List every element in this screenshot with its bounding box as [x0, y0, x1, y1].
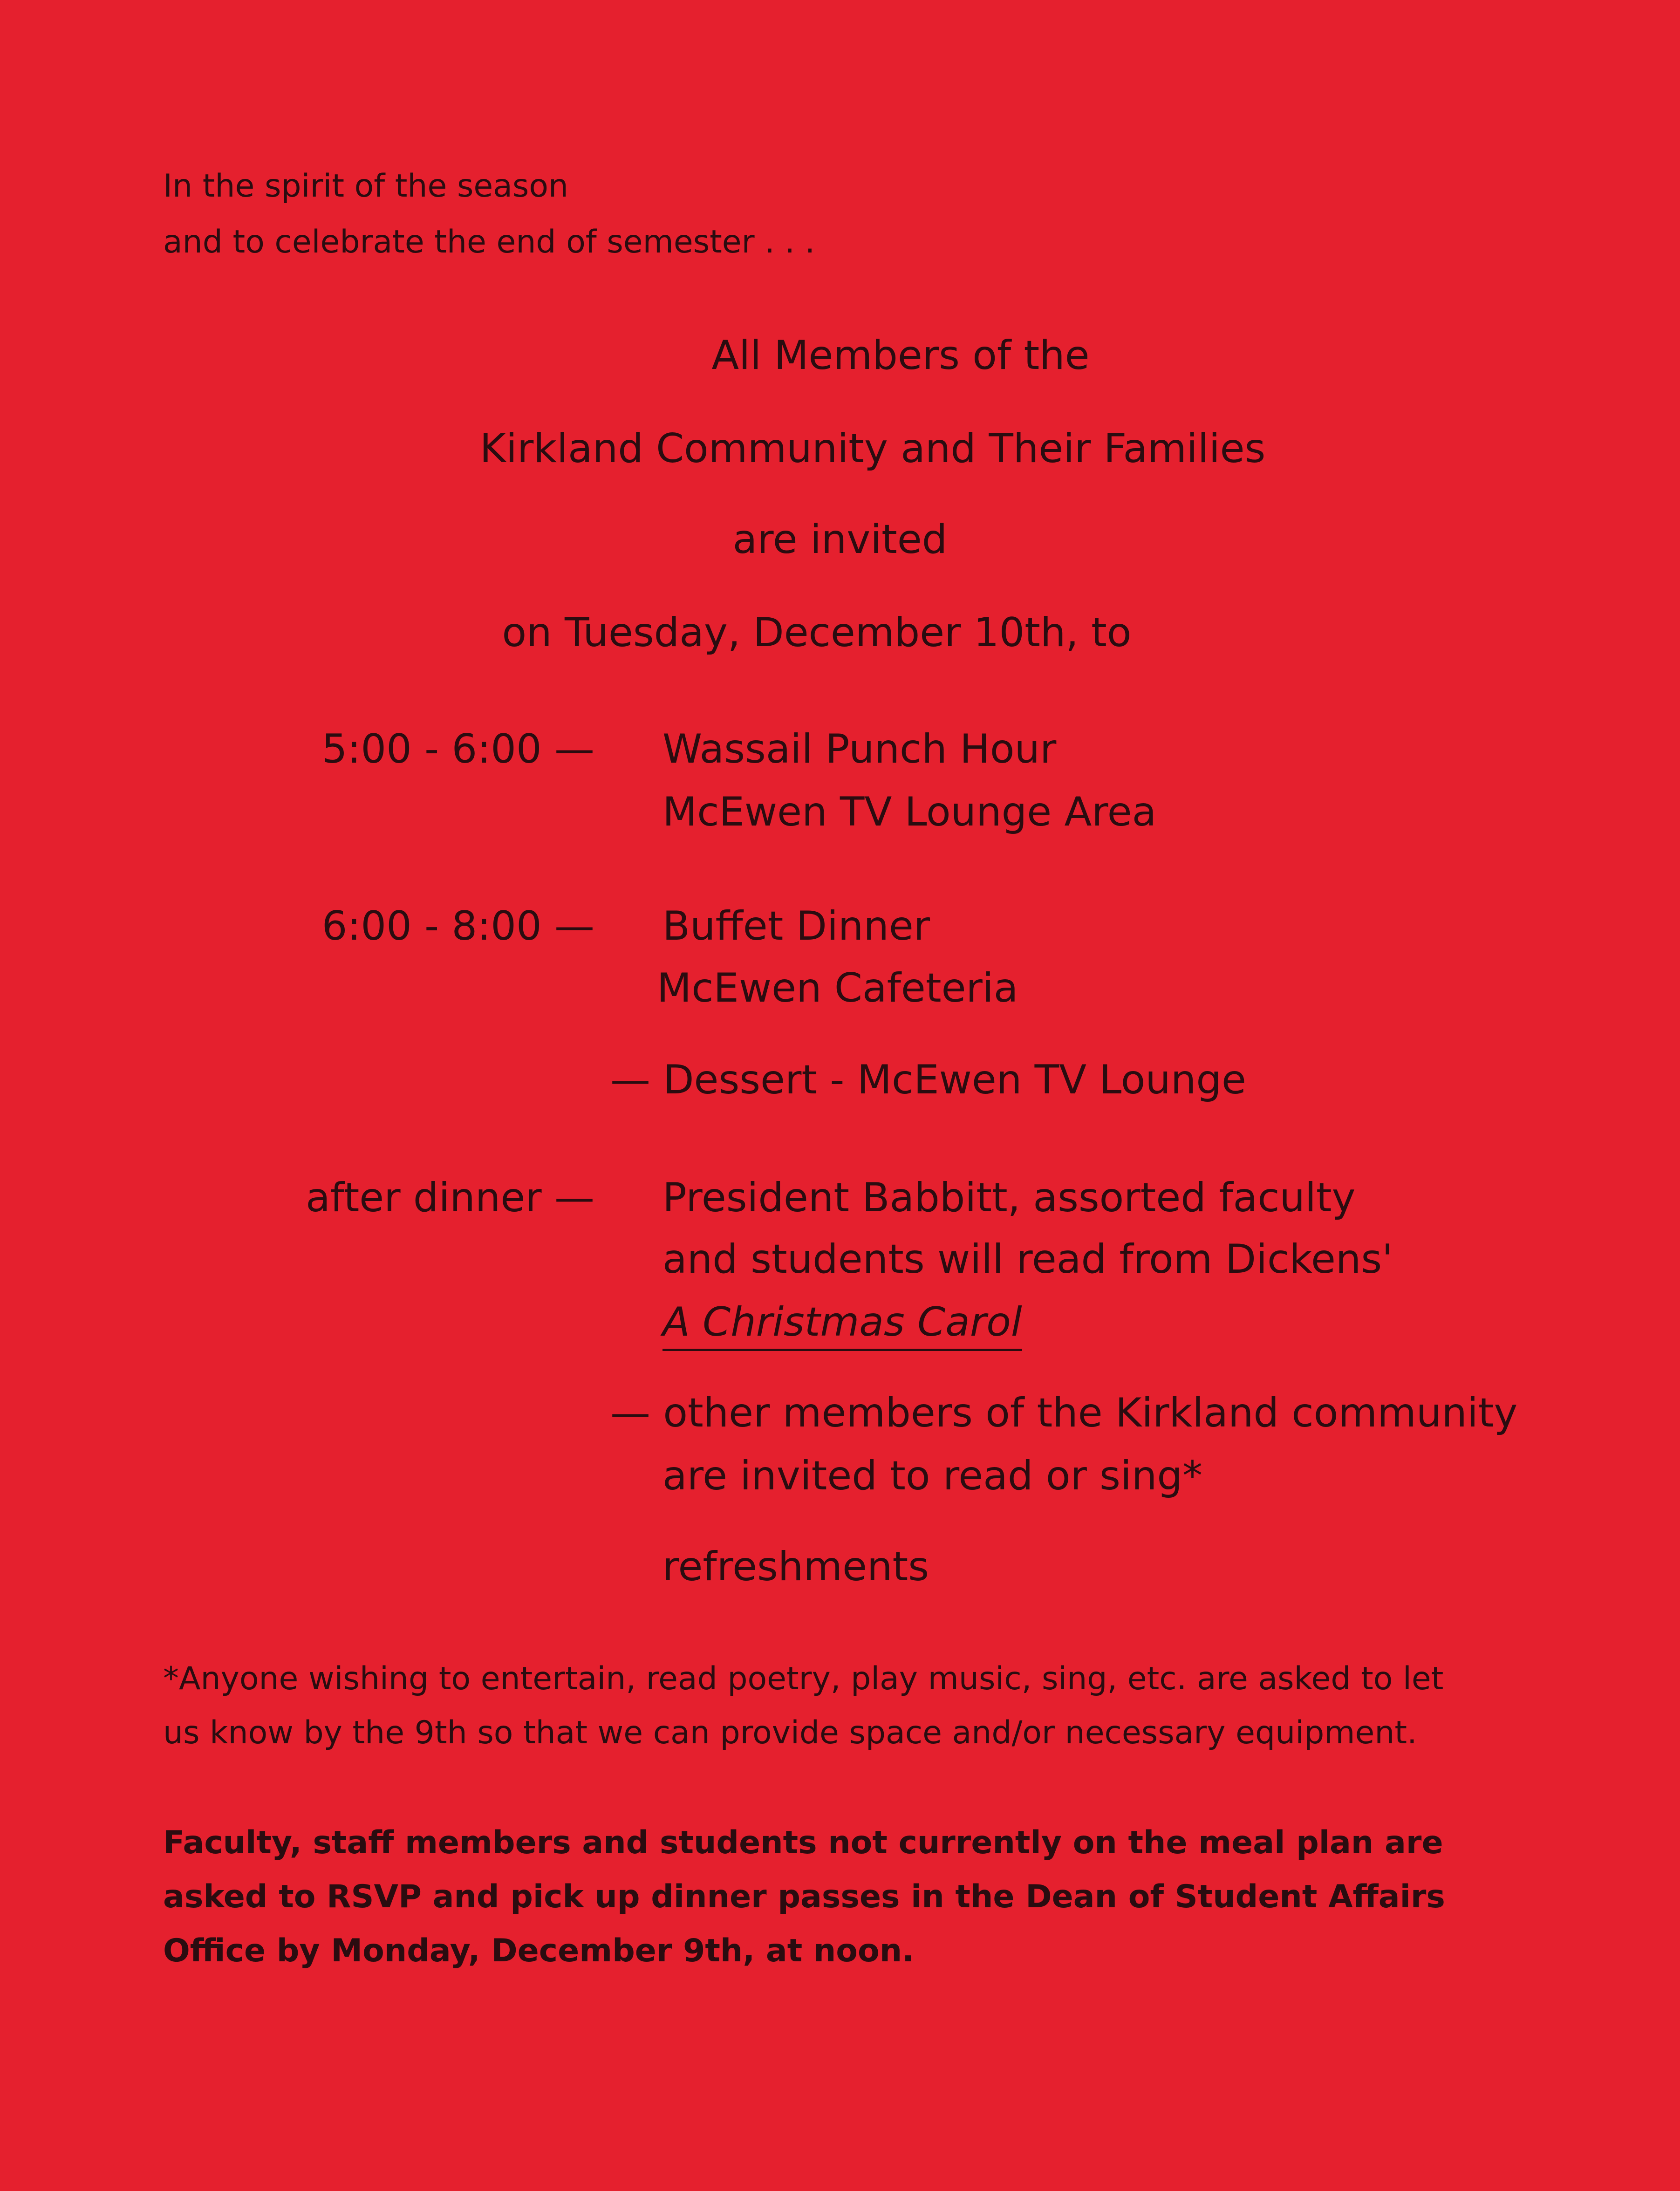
schedule-item-6-refreshments: refreshments [662, 1543, 929, 1590]
schedule-item-2-location: McEwen Cafeteria [657, 965, 1018, 1011]
intro-line-1: In the spirit of the season [163, 168, 569, 205]
schedule-item-4-line-1: President Babbitt, assorted faculty [662, 1174, 1356, 1221]
schedule-item-5-line-2: are invited to read or sing* [662, 1453, 1202, 1499]
footnote-line-1: *Anyone wishing to entertain, read poetry, play music, sing, etc. are asked to let [163, 1660, 1444, 1697]
rsvp-line-3: Office by Monday, December 9th, at noon. [163, 1932, 914, 1969]
schedule-time-4: after dinner — [306, 1174, 594, 1221]
heading-line-3: are invited [732, 516, 948, 563]
schedule-item-5-line-1: — other members of the Kirkland community [610, 1390, 1518, 1436]
rsvp-line-2: asked to RSVP and pick up dinner passes in the Dean of Student Affairs [163, 1878, 1445, 1915]
schedule-item-4-line-2: and students will read from Dickens' [662, 1236, 1393, 1283]
schedule-item-2-title: Buffet Dinner [662, 903, 930, 949]
intro-line-2: and to celebrate the end of semester . . . [163, 224, 815, 260]
schedule-time-2: 6:00 - 8:00 — [321, 903, 594, 949]
schedule-item-3-dessert: — Dessert - McEwen TV Lounge [610, 1057, 1246, 1103]
heading-line-4: on Tuesday, December 10th, to [502, 609, 1132, 656]
schedule-time-1: 5:00 - 6:00 — [321, 726, 594, 772]
heading-line-2: Kirkland Community and Their Families [479, 425, 1266, 472]
rsvp-line-1: Faculty, staff members and students not currently on the meal plan are [163, 1824, 1443, 1861]
heading-line-1: All Members of the [711, 332, 1090, 379]
book-title-underlined: A Christmas Carol [662, 1302, 1022, 1351]
schedule-item-1-location: McEwen TV Lounge Area [662, 789, 1157, 835]
footnote-line-2: us know by the 9th so that we can provide space and/or necessary equipment. [163, 1714, 1417, 1751]
schedule-item-1-title: Wassail Punch Hour [662, 726, 1057, 772]
